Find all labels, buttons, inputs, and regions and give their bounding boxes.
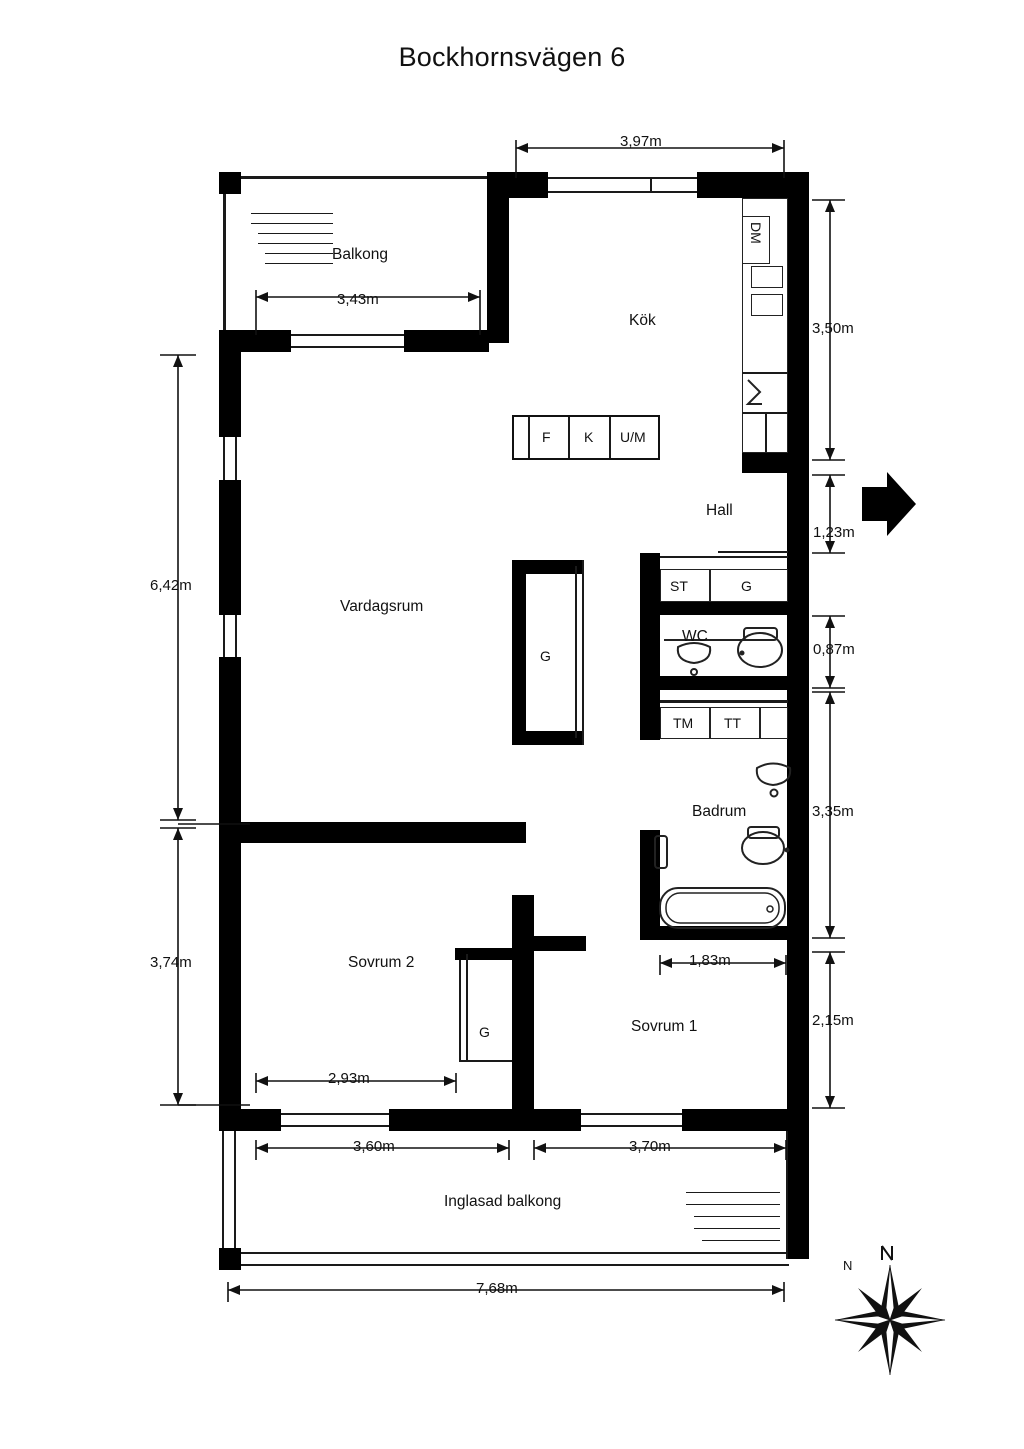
- dim-label-hall-height: 1,23m: [813, 524, 855, 541]
- room-label-inglasad-balkong: Inglasad balkong: [444, 1193, 562, 1210]
- window-bottom-1a: [281, 1113, 389, 1115]
- wall-bottom-right: [682, 1109, 809, 1131]
- glazed-balcony-right-wall: [788, 1131, 809, 1259]
- window-kitchen-mullion: [650, 177, 652, 193]
- laundry-top-line: [660, 700, 788, 703]
- wall-closet-bottom: [660, 601, 807, 615]
- wall-kitchen-top-right: [697, 172, 809, 198]
- kitchen-appliance-div-3: [609, 417, 611, 458]
- glazed-balcony-hatch-5: [702, 1240, 780, 1241]
- glazed-balcony-left-1: [222, 1131, 224, 1251]
- glazed-balcony-hatch-1: [686, 1192, 780, 1193]
- room-label-sovrum2: Sovrum 2: [348, 954, 415, 971]
- wall-hall-right: [787, 473, 809, 553]
- window-kitchen-top-2: [548, 191, 697, 193]
- wall-kitchen-left: [487, 198, 509, 343]
- wall-bottom-mid-2: [457, 1109, 519, 1131]
- dim-label-left-bottom-width: 3,60m: [353, 1138, 395, 1155]
- room-label-hall: Hall: [706, 502, 733, 519]
- wall-left-outer-3: [219, 657, 241, 1109]
- dim-label-total-width: 7,68m: [476, 1280, 518, 1297]
- kitchen-appliance-div-2: [568, 417, 570, 458]
- dim-label-living-height: 6,42m: [150, 577, 192, 594]
- wall-bedroom2-door-header: [534, 936, 586, 951]
- glazed-balcony-hatch-2: [686, 1204, 780, 1205]
- closet-top-line-2: [718, 551, 788, 553]
- appliance-label-g-bedroom2: G: [479, 1024, 490, 1040]
- dim-label-kitchen-width: 3,97m: [620, 133, 662, 150]
- window-left-1b: [235, 437, 237, 480]
- wall-bottom-mid-3: [519, 1109, 581, 1131]
- dim-label-bedroom2-width: 2,93m: [328, 1070, 370, 1087]
- balcony-hatch-2: [251, 223, 333, 224]
- wall-right-outer-lower: [787, 553, 809, 1123]
- page-title: Bockhornsvägen 6: [398, 42, 626, 72]
- wall-balcony-top-left-corner: [219, 172, 241, 194]
- wall-kitchen-left-pillar: [487, 172, 520, 198]
- wall-left-outer-1: [219, 352, 241, 437]
- appliance-label-g-hall: G: [741, 578, 752, 594]
- wall-kitchen-top-window-left: [520, 172, 548, 198]
- wall-kitchen-bottom: [742, 452, 809, 473]
- dim-label-bathroom-width: 1,83m: [689, 952, 731, 969]
- wall-bedroom-divider: [512, 895, 534, 1110]
- appliance-label-st: ST: [670, 578, 688, 594]
- balcony-hatch-1: [251, 213, 333, 214]
- kitchen-sink-box: [751, 266, 783, 288]
- closet-top-line: [660, 556, 788, 558]
- wardrobe-bedroom2-top: [455, 948, 512, 960]
- dim-label-bedroom2-height: 3,74m: [150, 954, 192, 971]
- wall-balcony-bottom-left: [219, 330, 291, 352]
- dim-label-right-bottom-width: 3,70m: [629, 1138, 671, 1155]
- kitchen-hob-box: [751, 294, 783, 316]
- wall-closet-left: [640, 553, 660, 615]
- wardrobe-living-door: [575, 566, 577, 738]
- wall-bottom-mid-1: [389, 1109, 457, 1131]
- appliance-label-f: F: [542, 429, 551, 445]
- window-left-2b: [235, 615, 237, 657]
- glazed-balcony-left-2: [234, 1131, 236, 1251]
- wall-bathroom-left: [640, 690, 660, 740]
- wall-wc-bottom: [640, 676, 807, 690]
- wall-bathroom-bottom: [640, 926, 807, 940]
- appliance-label-dm: DM: [748, 222, 764, 244]
- room-label-sovrum1: Sovrum 1: [631, 1018, 698, 1035]
- wardrobe-living-walls-top: [512, 560, 582, 574]
- dim-label-balcony-width: 3,43m: [337, 291, 379, 308]
- window-bottom-2b: [581, 1125, 682, 1127]
- wardrobe-bedroom2-door-2: [466, 954, 468, 1062]
- wardrobe-living-walls-left: [512, 560, 526, 745]
- glazed-balcony-bottom-left-corner: [219, 1248, 241, 1270]
- dim-label-wc-height: 0,87m: [813, 641, 855, 658]
- balcony-hatch-5: [265, 253, 333, 254]
- room-label-kok: Kök: [629, 312, 656, 329]
- window-left-1a: [223, 437, 225, 480]
- window-left-2a: [223, 615, 225, 657]
- kitchen-counter-divider: [742, 372, 788, 374]
- window-living-top-1: [291, 334, 404, 336]
- dim-label-kitchen-height: 3,50m: [812, 320, 854, 337]
- wardrobe-living-walls-bottom: [512, 731, 582, 745]
- wall-right-outer-upper: [787, 198, 809, 473]
- wardrobe-bedroom2-door: [459, 960, 461, 1060]
- window-bottom-2a: [581, 1113, 682, 1115]
- wall-left-outer-2: [219, 480, 241, 615]
- room-label-balkong: Balkong: [332, 246, 389, 263]
- dim-label-bedroom1-height: 2,15m: [812, 1012, 854, 1029]
- kitchen-appliance-div-1: [528, 417, 530, 458]
- appliance-label-um: U/M: [620, 429, 646, 445]
- appliance-label-k: K: [584, 429, 594, 445]
- appliance-label-g-living: G: [540, 648, 551, 664]
- balcony-hatch-3: [258, 233, 333, 234]
- glazed-balcony-bottom-2: [241, 1264, 789, 1266]
- balcony-hatch-6: [265, 263, 333, 264]
- appliance-label-tm: TM: [673, 715, 694, 731]
- glazed-balcony-hatch-4: [694, 1228, 780, 1229]
- glazed-balcony-bottom-1: [241, 1252, 789, 1254]
- wardrobe-living-door-2: [582, 560, 584, 745]
- window-living-top-2: [291, 346, 404, 348]
- glazed-balcony-hatch-3: [694, 1216, 780, 1217]
- appliance-label-tt: TT: [724, 715, 742, 731]
- room-label-vardagsrum: Vardagsrum: [340, 598, 424, 615]
- room-label-wc: WC: [682, 628, 708, 645]
- wall-balcony-left: [223, 194, 226, 334]
- wall-bathroom-left-2: [640, 830, 660, 940]
- wall-balcony-top: [241, 176, 490, 179]
- window-bottom-1b: [281, 1125, 389, 1127]
- wardrobe-bedroom2-bottom: [459, 1060, 512, 1062]
- compass-north-label: N: [843, 1258, 853, 1273]
- dim-label-bathroom-height: 3,35m: [812, 803, 854, 820]
- kitchen-counter-divider-3: [765, 414, 767, 452]
- window-kitchen-top: [548, 177, 697, 179]
- balcony-hatch-4: [258, 243, 333, 244]
- laundry-counter: [760, 707, 788, 739]
- wall-balcony-bottom-right: [404, 330, 489, 352]
- wall-livingroom-bottom: [241, 822, 526, 843]
- wall-bottom-left-corner: [219, 1109, 281, 1131]
- room-label-badrum: Badrum: [692, 803, 747, 820]
